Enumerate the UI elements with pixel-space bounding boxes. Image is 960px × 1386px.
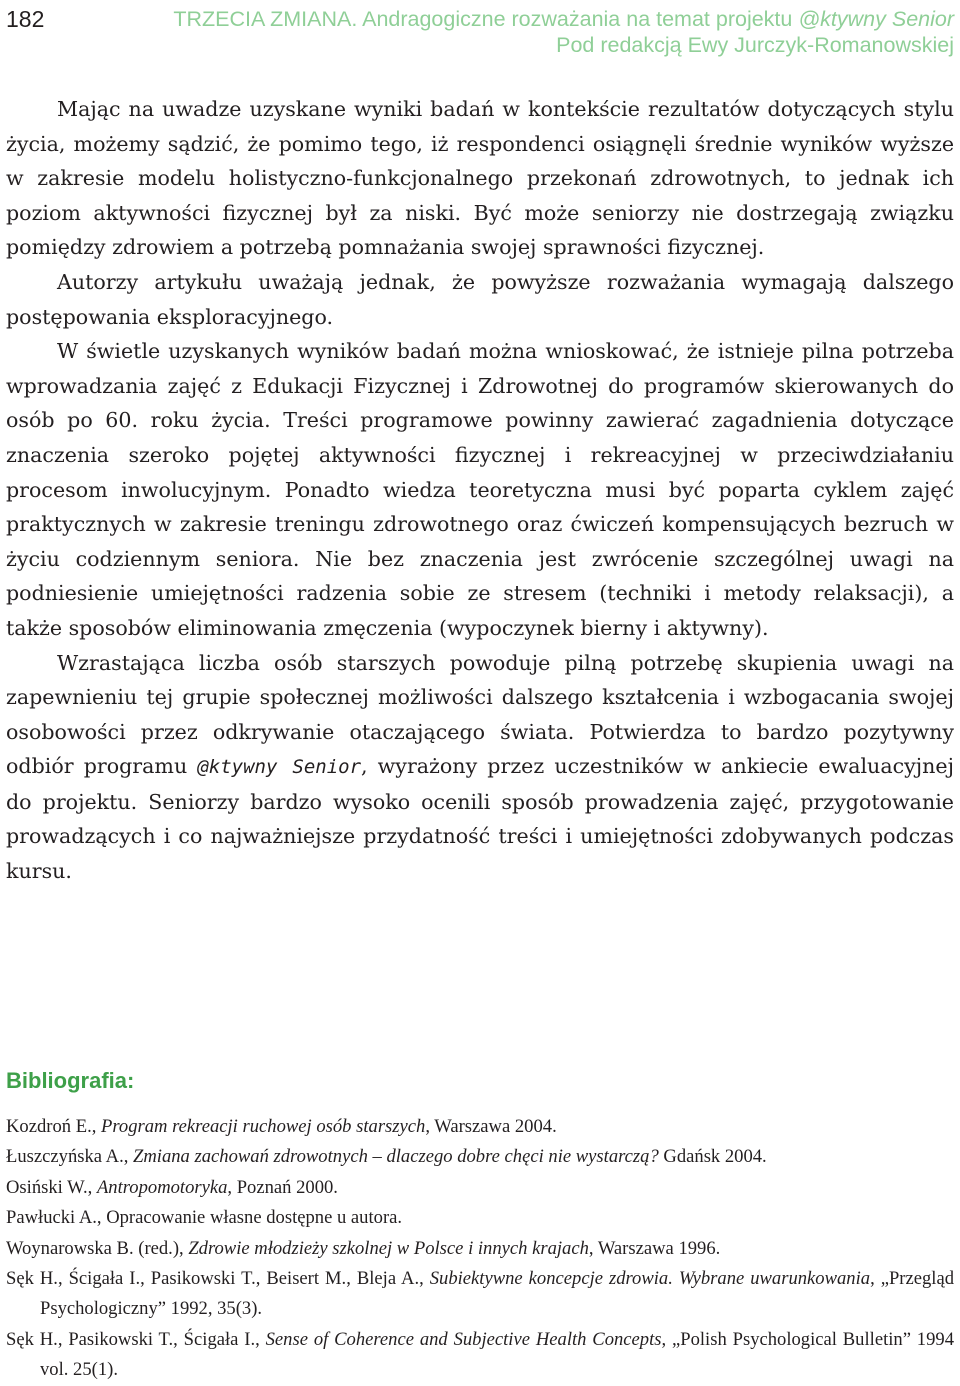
bib-author: Osiński W., xyxy=(6,1176,97,1198)
bibliography-item xyxy=(6,1264,954,1325)
bib-title: Antropomotoryka xyxy=(96,1176,228,1198)
bib-author: Łuszczyńska A., xyxy=(6,1146,134,1168)
bib-title: Sense of Coherence and Subjective Health Concepts xyxy=(265,1328,662,1350)
bibliography-item xyxy=(6,1142,954,1172)
page-number: 182 xyxy=(6,6,45,32)
paragraph-4 xyxy=(6,646,954,889)
bib-author: Woynarowska B. (red.), xyxy=(6,1237,189,1259)
bib-title: Program rekreacji ruchowej osób starszych xyxy=(101,1116,426,1137)
running-head-title-prefix: TRZECIA ZMIANA. Andragogiczne rozważania na temat projektu xyxy=(173,7,799,31)
paragraph-2: Autorzy artykułu uważają jednak, że powyższe rozważania wymagają dalszego postępowania eksploracyjnego. xyxy=(6,269,954,329)
paragraph-3: W świetle uzyskanych wyników badań można wnioskować, że istnieje pilna potrzeba wprowadzania zajęć z Edukacji Fizycznej i Zdrowotnej do programów skierowanych do osób po 60. roku życia. Treści programowe powinny zawierać zagadnienia dotyczące znaczenia szeroko pojętej aktywności fizycznej i rekreacyjnej w przeciwdziałaniu procesom inwolucyjnym. Ponadto wiedza teoretyczna musi być poparta cyklem zajęć praktycznych w zakresie treningu zdrowotnego oraz ćwiczeń kompensujących bezruch w życiu codziennym seniora. Nie bez znaczenia jest zwrócenie szczególnej uwagi na podniesienie umiejętności radzenia sobie ze stresem (techniki i metody relaksacji), a także sposobów eliminowania zmęczenia (wypoczynek bierny i aktywny). xyxy=(6,339,954,640)
bib-title: Subiektywne koncepcje zdrowia. Wybrane uwarunkowania xyxy=(429,1268,871,1290)
bib-author: Sęk H., Pasikowski T., Ścigała I., xyxy=(6,1328,266,1350)
running-head-title xyxy=(173,6,954,32)
bib-rest: , Warszawa 2004. xyxy=(425,1116,557,1137)
paragraph-1: Mając na uwadze uzyskane wyniki badań w kontekście rezultatów dotyczących stylu życia, możemy sądzić, że pomimo tego, iż respondenci osiągnęli średnie wyników wyższe w zakresie modelu holistyczno-funkcjonalnego przekonań zdrowotnych, to jednak ich poziom aktywności fizycznej był za niski. Być może seniorzy nie dostrzegają związku pomiędzy zdrowiem a potrzebą pomnażania swojej sprawności fizycznej. xyxy=(6,97,954,260)
running-head-editor: Pod redakcją Ewy Jurczyk-Romanowskiej xyxy=(556,33,954,57)
bib-rest: , Poznań 2000. xyxy=(227,1176,338,1198)
bib-rest: , „Przegląd Psychologiczny” 1992, 35(3). xyxy=(40,1268,955,1320)
paragraph-4-part-b: , wyrażony przez uczestników w ankiecie ewaluacyjnej do projektu. Seniorzy bardzo wysoko ocenili sposób prowadzenia zajęć, przygotowanie prowadzących i co najważniejsze przydatność treści i umiejętności zdobywanych podczas kursu. xyxy=(6,754,954,884)
page-header xyxy=(6,6,954,57)
bib-title: Zdrowie młodzieży szkolnej w Polsce i innych krajach xyxy=(188,1237,589,1259)
bibliography-item xyxy=(6,1203,954,1233)
bibliography-item xyxy=(6,1112,954,1142)
bib-rest: , Warszawa 1996. xyxy=(588,1237,721,1259)
bibliography-list xyxy=(6,1112,954,1386)
bib-rest: Gdańsk 2004. xyxy=(658,1146,767,1168)
paragraph-4-series: @ktywny Senior xyxy=(197,756,362,779)
running-head xyxy=(173,6,954,58)
bibliography-item xyxy=(6,1234,954,1264)
bibliography-item xyxy=(6,1325,954,1386)
paragraph-4-part-a: Wzrastająca liczba osób starszych powoduje pilną potrzebę skupienia uwagi na zapewnieniu tej grupie społecznej możliwości dalszego kształcenia i wzbogacania swojej osobowości przez odkrywanie otaczającego świata. Potwierdza to bardzo pozytywny odbiór programu xyxy=(6,650,954,779)
bib-title: Zmiana zachowań zdrowotnych – dlaczego dobre chęci nie wystarczą? xyxy=(133,1146,659,1168)
bib-rest: , „Polish Psychological Bulletin” 1994 vol. 25(1). xyxy=(40,1328,954,1381)
body-text xyxy=(6,92,954,889)
bib-author: Pawłucki A., Opracowanie własne dostępne u autora. xyxy=(6,1207,403,1229)
bibliography-item xyxy=(6,1173,954,1203)
bib-author: Sęk H., Ścigała I., Pasikowski T., Beisert M., Bleja A., xyxy=(6,1268,430,1290)
bib-author: Kozdroń E., xyxy=(6,1116,102,1137)
bibliography-heading: Bibliografia: xyxy=(6,1068,135,1093)
running-head-series: @ktywny Senior xyxy=(798,7,954,31)
